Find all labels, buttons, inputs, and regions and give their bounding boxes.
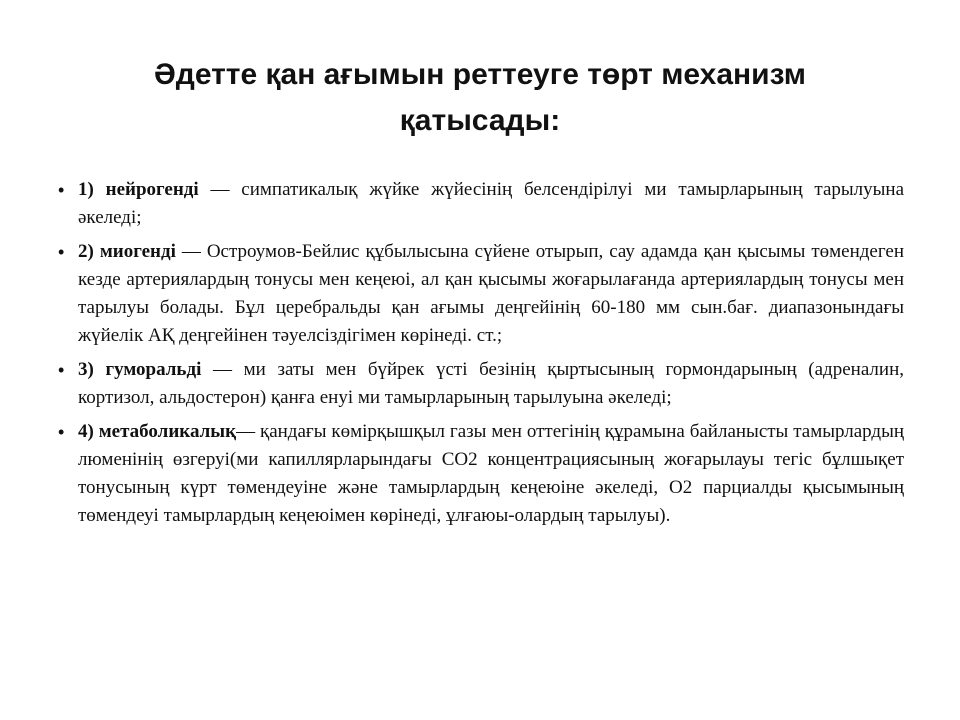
list-item-myogenic bbox=[58, 238, 904, 350]
slide-title-line-2: қатысады: bbox=[399, 104, 561, 137]
bullet-dot-icon: • bbox=[58, 180, 65, 200]
item-text: — ми заты мен бүйрек үсті безінің қыртысының гормондарының (адреналин, кортизол, альдостерон) қанға енуі ми тамырларының тарылуына әкеледі; bbox=[78, 359, 904, 408]
item-text: — симпатикалық жүйке жүйесінің белсендірілуі ми тамырларының тарылуына әкеледі; bbox=[78, 179, 905, 228]
item-term: 2) миогенді bbox=[78, 241, 176, 262]
item-term: 3) гуморальді bbox=[78, 359, 202, 380]
bullet-dot-icon: • bbox=[58, 242, 65, 262]
item-term: 4) метаболикалық bbox=[78, 421, 237, 442]
list-item-humoral bbox=[58, 356, 904, 412]
slide-title-line-1: Әдетте қан ағымын реттеуге төрт механизм bbox=[154, 58, 806, 91]
item-text: — қандағы көмірқышқыл газы мен оттегінің құрамына байланысты тамырлардың люменінің өзгеруі(ми капиллярларындағы CO2 концентрациясының жоғарылауы тегіс бұлшықет тонусының күрт төмендеуіне және тамырлардың кеңеюіне әкеледі, O2 парциалды қысымының төмендеуі тамырлардың кеңеюімен көрінеді, ұлғаюы-олардың тарылуы). bbox=[78, 421, 904, 526]
item-text: — Остроумов-Бейлис құбылысына сүйене отырып, сау адамда қан қысымы төмендеген кезде артериялардың тонусы мен кеңеюі, ал қан қысымы жоғарылағанда артериялардың тонусы мен тарылуы болады. Бұл церебральды қан ағымы деңгейінің 60-180 мм сын.бағ. диапазонындағы жүйелік АҚ деңгейінен тәуелсіздігімен көрінеді. ст.; bbox=[78, 241, 904, 346]
slide-title bbox=[90, 52, 870, 144]
bullet-dot-icon: • bbox=[58, 360, 65, 380]
list-item-metabolic bbox=[58, 418, 904, 530]
list-item-neurogenic bbox=[58, 176, 904, 232]
mechanism-list bbox=[58, 176, 904, 536]
bullet-dot-icon: • bbox=[58, 422, 65, 442]
item-term: 1) нейрогенді bbox=[78, 179, 199, 200]
